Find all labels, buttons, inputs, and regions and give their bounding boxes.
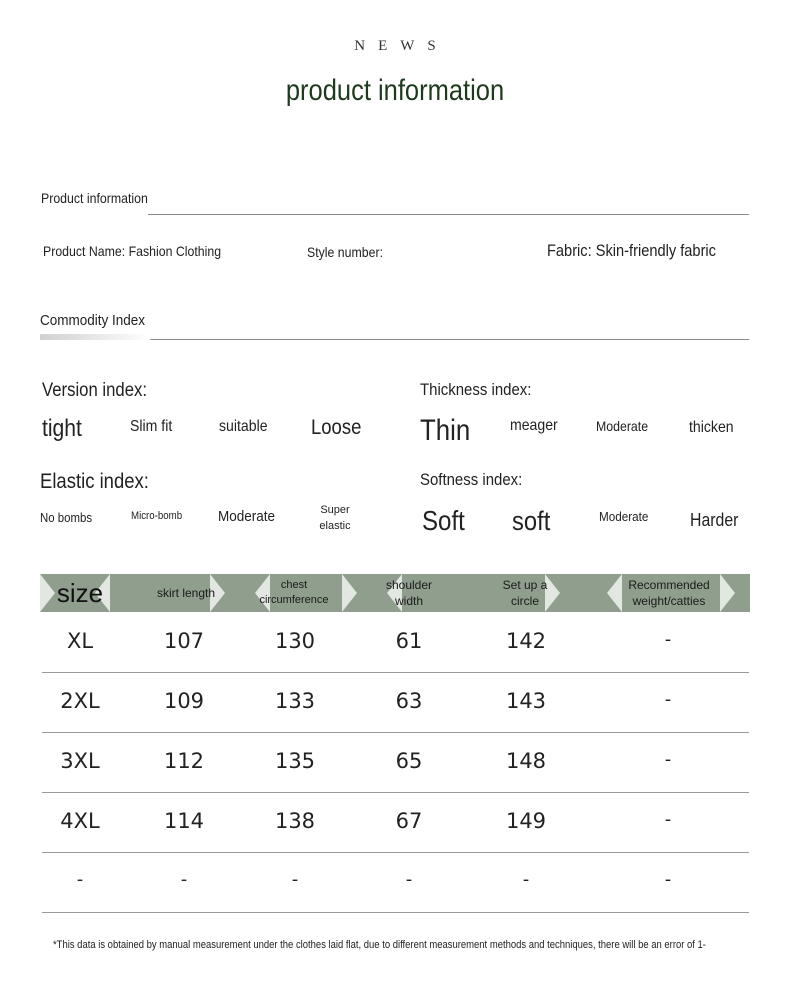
elastic-index-title: Elastic index: [40,470,149,493]
softness-option-soft: Soft [422,505,465,536]
header-chest-circumference: chest circumference [259,579,329,606]
table-cell: 142 [505,629,547,653]
header-set-up-circle: Set up a circle [502,578,548,608]
table-cell: - [664,749,672,770]
table-cell: XL [66,629,94,653]
header-skirt-length: skirt length [156,586,216,600]
table-cell: 3XL [60,749,100,773]
table-cell: 138 [274,809,316,833]
table-cell: 107 [163,629,205,653]
commodity-section-fade [40,334,150,340]
thickness-option-thin: Thin [420,414,471,447]
fabric: Fabric: Skin-friendly fabric [547,241,717,260]
row-divider [42,672,749,673]
elastic-option-super-elastic: Super elastic [319,504,351,532]
table-cell: - [76,869,84,890]
version-option-slim-fit: Slim fit [130,418,173,435]
header-recommended-weight: Recommended weight/catties [628,578,710,608]
table-cell: - [664,689,672,710]
table-cell: 148 [505,749,547,773]
softness-index-title: Softness index: [420,470,523,489]
thickness-option-moderate: Moderate [596,418,649,434]
table-cell: 109 [163,689,205,713]
table-cell: 133 [274,689,316,713]
table-cell: 130 [274,629,316,653]
version-option-loose: Loose [311,416,362,439]
product-section-label: Product information [41,190,148,206]
row-divider [42,732,749,733]
elastic-option-micro-bomb: Micro-bomb [131,510,183,522]
table-cell: - [664,629,672,650]
table-cell: 4XL [60,809,100,833]
style-number: Style number: [307,244,384,260]
page-title: product information [285,74,505,107]
version-option-suitable: suitable [219,418,268,435]
table-cell: 2XL [60,689,100,713]
thickness-option-thicken: thicken [689,419,734,436]
version-option-tight: tight [42,415,82,442]
softness-option-soft-lower: soft [512,506,551,536]
table-cell: - [664,809,672,830]
news-kicker: NEWS [354,38,449,54]
thickness-index-title: Thickness index: [420,380,532,399]
elastic-option-moderate: Moderate [218,508,276,525]
header-chevron-decoration [342,574,372,612]
table-cell: - [522,869,530,890]
product-section-rule [148,214,749,215]
row-divider [42,912,749,913]
commodity-section-label: Commodity Index [40,312,146,329]
product-name: Product Name: Fashion Clothing [43,243,222,259]
version-index-title: Version index: [42,380,148,401]
row-divider [42,852,749,853]
table-cell: 65 [395,749,423,773]
softness-option-harder: Harder [690,510,739,530]
thickness-option-meager: meager [510,417,558,434]
row-divider [42,792,749,793]
table-cell: 63 [395,689,423,713]
elastic-option-no-bombs: No bombs [40,510,93,525]
table-cell: - [291,869,299,890]
table-cell: 149 [505,809,547,833]
size-table-header [40,574,750,612]
table-cell: - [664,869,672,890]
header-size: size [56,578,104,608]
commodity-section-rule [150,339,749,340]
softness-option-moderate: Moderate [599,509,649,524]
table-cell: 61 [395,629,423,653]
header-shoulder-width: shoulder width [385,578,433,608]
table-cell: - [405,869,413,890]
table-cell: 135 [274,749,316,773]
table-cell: 112 [163,749,205,773]
footnote: *This data is obtained by manual measurement under the clothes laid flat, due to different measurement methods and techniques, there will be an error of 1- [53,939,706,951]
table-cell: 143 [505,689,547,713]
table-cell: 114 [163,809,205,833]
table-cell: - [180,869,188,890]
table-cell: 67 [395,809,423,833]
